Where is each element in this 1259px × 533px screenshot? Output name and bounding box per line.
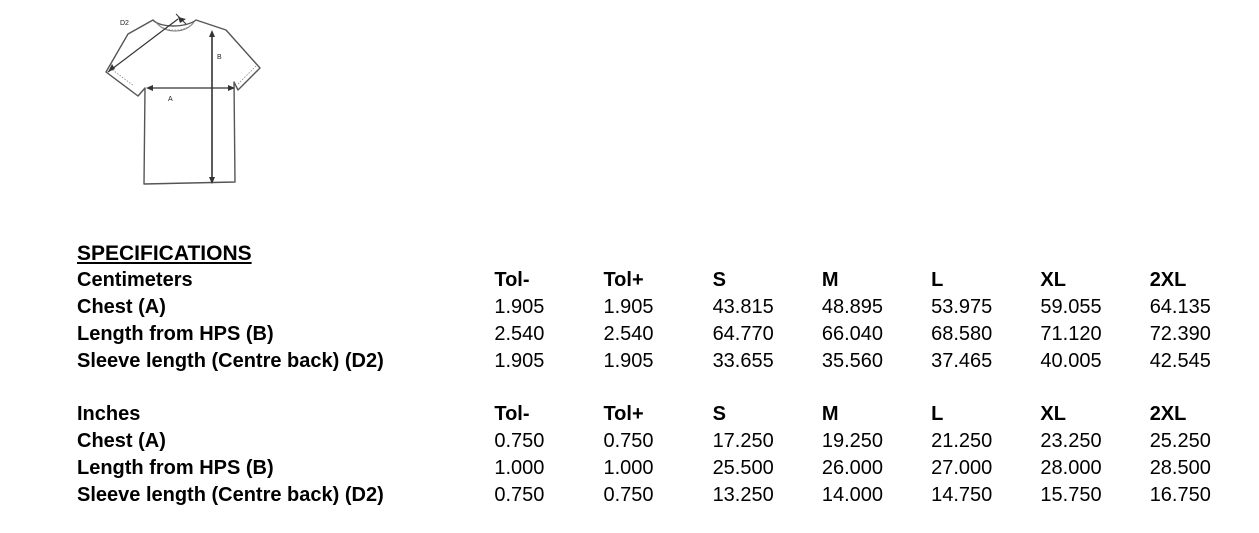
table-cell: 68.580 xyxy=(931,323,993,345)
table-cell: 17.250 xyxy=(712,430,774,452)
table-row xyxy=(77,428,1259,455)
table-row xyxy=(77,482,1259,509)
col-header-l: L xyxy=(931,403,944,425)
col-header-s: S xyxy=(712,269,726,291)
specifications-title: SPECIFICATIONS xyxy=(77,242,252,265)
table-row xyxy=(77,455,1259,482)
table-cell: 21.250 xyxy=(931,430,993,452)
table-cell: 1.905 xyxy=(603,296,654,318)
table-cell: 59.055 xyxy=(1040,296,1102,318)
table-cell: 19.250 xyxy=(821,430,884,452)
table-cell: 64.770 xyxy=(712,323,774,345)
table-cell: 13.250 xyxy=(712,484,774,506)
tshirt-outline-icon xyxy=(98,10,268,190)
table-row xyxy=(77,321,1259,348)
table-cell: 1.000 xyxy=(603,457,654,479)
table-cell: 2.540 xyxy=(494,323,545,345)
table-cell: 0.750 xyxy=(494,484,545,506)
col-header-m: M xyxy=(821,269,839,291)
unit-label: Inches xyxy=(77,403,141,425)
col-header-tol-plus: Tol+ xyxy=(603,403,644,425)
col-header-tol-minus: Tol- xyxy=(494,269,530,291)
table-cell: 15.750 xyxy=(1040,484,1102,506)
inches-spec-table xyxy=(77,401,1259,509)
table-cell: 1.905 xyxy=(603,350,654,372)
table-cell: 25.250 xyxy=(1149,430,1211,452)
table-cell: 1.905 xyxy=(494,296,545,318)
table-cell: 37.465 xyxy=(931,350,993,372)
col-header-tol-minus: Tol- xyxy=(494,403,530,425)
table-cell: 16.750 xyxy=(1149,484,1211,506)
col-header-2xl: 2XL xyxy=(1149,269,1187,291)
table-cell: 1.905 xyxy=(494,350,545,372)
row-label: Sleeve length (Centre back) (D2) xyxy=(77,350,384,372)
col-header-tol-plus: Tol+ xyxy=(603,269,644,291)
table-cell: 27.000 xyxy=(931,457,993,479)
table-cell: 42.545 xyxy=(1149,350,1211,372)
diagram-label-a: A xyxy=(168,96,173,103)
table-cell: 71.120 xyxy=(1040,323,1102,345)
table-cell: 0.750 xyxy=(494,430,545,452)
table-cell: 33.655 xyxy=(712,350,774,372)
table-header-row xyxy=(77,401,1259,428)
col-header-s: S xyxy=(712,403,726,425)
table-cell: 43.815 xyxy=(712,296,774,318)
table-cell: 66.040 xyxy=(821,323,884,345)
col-header-xl: XL xyxy=(1040,269,1066,291)
table-cell: 14.750 xyxy=(931,484,993,506)
unit-label: Centimeters xyxy=(77,269,193,291)
table-cell: 35.560 xyxy=(821,350,884,372)
table-cell: 72.390 xyxy=(1149,323,1211,345)
col-header-xl: XL xyxy=(1040,403,1066,425)
col-header-m: M xyxy=(821,403,839,425)
row-label: Length from HPS (B) xyxy=(77,323,274,345)
table-cell: 1.000 xyxy=(494,457,545,479)
table-cell: 28.000 xyxy=(1040,457,1102,479)
table-cell: 14.000 xyxy=(821,484,884,506)
table-row xyxy=(77,294,1259,321)
diagram-label-b: B xyxy=(217,54,222,61)
tshirt-measurement-diagram xyxy=(98,10,268,190)
table-cell: 2.540 xyxy=(603,323,654,345)
table-cell: 40.005 xyxy=(1040,350,1102,372)
row-label: Chest (A) xyxy=(77,430,166,452)
table-header-row xyxy=(77,267,1259,294)
table-cell: 26.000 xyxy=(821,457,884,479)
table-cell: 53.975 xyxy=(931,296,993,318)
table-cell: 28.500 xyxy=(1149,457,1211,479)
table-cell: 0.750 xyxy=(603,484,654,506)
centimeters-spec-table xyxy=(77,267,1259,375)
table-cell: 23.250 xyxy=(1040,430,1102,452)
row-label: Length from HPS (B) xyxy=(77,457,274,479)
row-label: Sleeve length (Centre back) (D2) xyxy=(77,484,384,506)
row-label: Chest (A) xyxy=(77,296,166,318)
table-cell: 0.750 xyxy=(603,430,654,452)
table-cell: 48.895 xyxy=(821,296,884,318)
col-header-2xl: 2XL xyxy=(1149,403,1187,425)
table-cell: 64.135 xyxy=(1149,296,1211,318)
table-cell: 25.500 xyxy=(712,457,774,479)
col-header-l: L xyxy=(931,269,944,291)
diagram-label-d2: D2 xyxy=(120,20,129,27)
table-row xyxy=(77,348,1259,375)
